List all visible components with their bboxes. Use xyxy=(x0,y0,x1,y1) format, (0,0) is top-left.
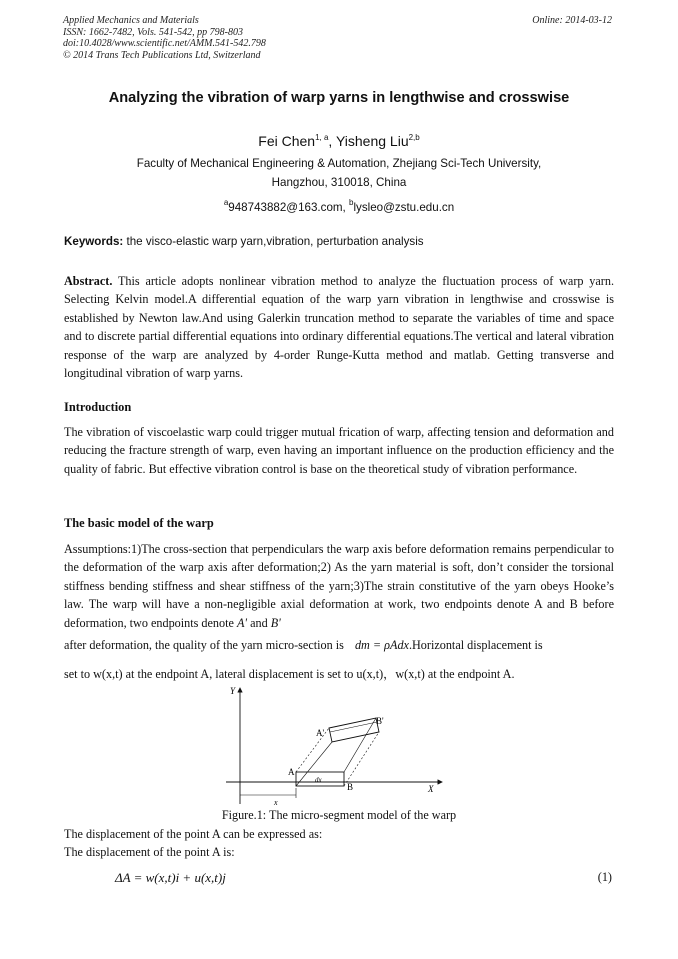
abstract-text: This article adopts nonlinear vibration method to analyze the fluctuation process of warp yarn. Selecting Kelvin model.A differential equation of the warp yarn vibration in lengthwise and crosswise is established by Newton law.And using Galerkin truncation method to separate the variables of time and space and to discrete partial differential equations into ordinary differential equations.The vertical and lateral vibration response of the warp are analyzed by 4-order Runge-Kutta method and matlab. Getting transverse and longitudinal vibration of warp yarns. xyxy=(64,274,614,381)
equation-1-number: (1) xyxy=(597,870,612,884)
dx-label: dx xyxy=(315,776,322,784)
and-word: and xyxy=(247,615,271,630)
mass-line-pre: after deformation, the quality of the yarn micro-section is xyxy=(64,638,344,652)
journal-header xyxy=(63,15,266,61)
point-a-label: A xyxy=(288,767,295,777)
author-2-sup: 2,b xyxy=(408,133,420,142)
b-prime-symbol: B' xyxy=(270,615,281,630)
assumptions-text: Assumptions:1)The cross-section that perpendiculars the warp axis before deformation remains perpendicular to the deformation of the warp axis after deformation;2) As the yarn material is soft, don’t consider the torsional stiffness bending stiffness and shear stiffness of the yarn;3)The strain constitutive of the yarn obeys Hooke’s law. The warp will have a non-negligible axial deformation at work, two endpoints denote A and B before deformation, two endpoints denote xyxy=(64,542,614,630)
online-date: Online: 2014-03-12 xyxy=(532,15,612,26)
email-a-sup: a xyxy=(223,198,229,207)
copyright-line: © 2014 Trans Tech Publications Ltd, Switzerland xyxy=(63,49,261,61)
x-distance-label: x xyxy=(274,798,278,807)
edge-line-2 xyxy=(344,718,376,772)
affiliation xyxy=(0,155,678,192)
journal-name: Applied Mechanics and Materials xyxy=(63,15,199,26)
keywords-label: Keywords: xyxy=(64,235,124,248)
affiliation-line-1: Faculty of Mechanical Engineering & Automation, Zhejiang Sci-Tech University, xyxy=(136,157,542,170)
abstract-label: Abstract. xyxy=(64,274,113,288)
mass-formula: dm = ρAdx xyxy=(354,638,409,652)
segment-a-prime-b-prime xyxy=(329,718,379,742)
issn-line: ISSN: 1662-7482, Vols. 541-542, pp 798-803 xyxy=(63,26,243,38)
after-figure-line-2: The displacement of the point A is: xyxy=(64,845,235,859)
point-a-prime-label: A' xyxy=(316,728,325,738)
point-b-label: B xyxy=(347,782,354,792)
email-line xyxy=(0,198,678,214)
author-sep: , xyxy=(328,133,336,149)
segment-inner-edge xyxy=(330,722,377,732)
mass-line xyxy=(64,638,614,653)
displacement-b xyxy=(344,732,379,786)
basic-model-heading: The basic model of the warp xyxy=(64,516,214,530)
introduction-text: The vibration of viscoelastic warp could trigger mutual frication of warp, affecting tension and deformation and reducing the fracture strength of warp, even having an important influence on the production efficiency and the quality of fabric. But effective vibration control is base on the theoretical study of vibration performance. xyxy=(64,425,614,476)
email-b-sup: b xyxy=(349,198,354,207)
figure-caption: Figure.1: The micro-segment model of the warp xyxy=(221,808,457,822)
y-axis-label: Y xyxy=(230,686,236,696)
keywords xyxy=(64,235,616,248)
micro-segment-figure xyxy=(226,684,448,808)
mass-line-post: .Horizontal displacement is xyxy=(408,638,543,652)
basic-model-text xyxy=(64,540,614,632)
x-axis-label: X xyxy=(428,784,434,794)
equation-1: ΔA = w(x,t)i + u(x,t)j xyxy=(115,870,226,885)
author-line xyxy=(0,133,678,149)
email-b: lysleo@zstu.edu.cn xyxy=(353,201,455,214)
affiliation-line-2: Hangzhou, 310018, China xyxy=(271,175,407,189)
author-1-sup: 1, a xyxy=(315,133,329,142)
author-1: Fei Chen xyxy=(258,133,316,149)
email-a: 948743882@163.com, xyxy=(228,201,349,214)
paper-title: Analyzing the vibration of warp yarns in lengthwise and crosswise xyxy=(108,90,570,106)
author-2: Yisheng Liu xyxy=(335,133,409,149)
a-prime-symbol: A' xyxy=(236,615,248,630)
edge-line xyxy=(296,742,332,786)
after-figure-line-1: The displacement of the point A can be expressed as: xyxy=(64,827,323,841)
abstract xyxy=(64,272,614,382)
introduction-heading: Introduction xyxy=(64,400,132,414)
keywords-text: the visco-elastic warp yarn,vibration, perturbation analysis xyxy=(123,235,424,248)
point-b-prime-label: B' xyxy=(376,716,384,726)
doi-line: doi:10.4028/www.scientific.net/AMM.541-542.798 xyxy=(63,38,266,49)
displacement-line: set to w(x,t) at the endpoint A, lateral displacement is set to u(x,t)，w(x,t) at the endpoint A. xyxy=(64,667,515,681)
